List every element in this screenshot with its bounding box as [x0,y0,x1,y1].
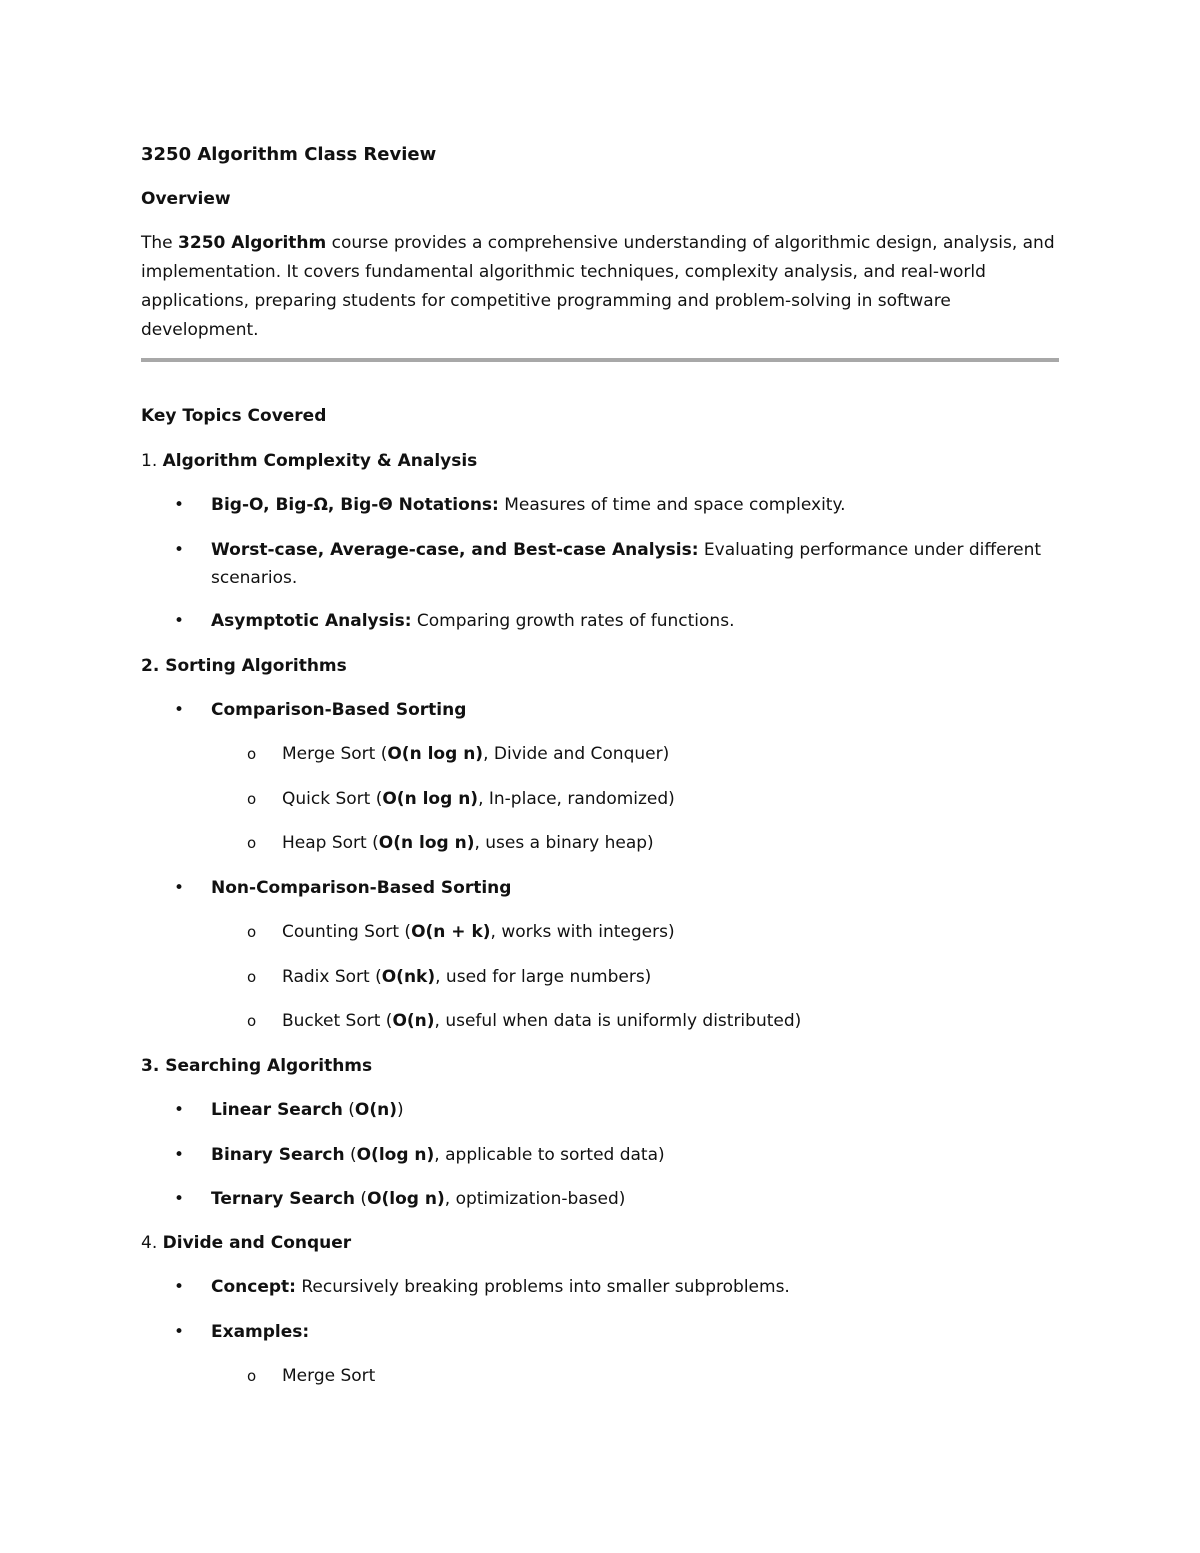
item-label: Concept: [211,1277,296,1297]
sub-item-text: , useful when data is uniformly distributed) [434,1011,802,1031]
overview-line2: implementation. It covers fundamental algorithmic techniques, complexity analysis, and real-world [141,262,986,282]
item-complexity: O(log n) [356,1145,435,1165]
sub-item-complexity: O(nk) [381,967,436,987]
list-item-continuation: scenarios. [211,568,298,588]
sub-item-complexity: O(n log n) [382,789,479,809]
item-label: Asymptotic Analysis: [211,611,412,631]
course-name: 3250 Algorithm [178,233,327,253]
sub-item-text: Radix Sort ( [282,967,382,987]
sub-list-item [282,741,669,767]
item-text: ) [397,1100,404,1120]
overview-paragraph [141,229,1061,345]
section-title: Algorithm Complexity & Analysis [162,451,478,471]
sub-item-text: Heap Sort ( [282,833,379,853]
sub-item-text: , uses a binary heap) [474,833,654,853]
section-title: Divide and Conquer [162,1233,352,1253]
group-label: Comparison-Based Sorting [211,700,467,720]
item-text: Recursively breaking problems into smaller subproblems. [295,1277,790,1297]
overview-line4: development. [141,320,259,340]
item-text: , applicable to sorted data) [434,1145,665,1165]
section-heading-searching: 3. Searching Algorithms [141,1056,373,1076]
bullet-icon: • [174,1145,185,1165]
item-text: , optimization-based) [444,1189,626,1209]
list-item [211,1186,625,1212]
group-label: Non-Comparison-Based Sorting [211,878,512,898]
sub-item-text: Merge Sort ( [282,744,388,764]
overview-line3: applications, preparing students for competitive programming and problem-solving in software [141,291,951,311]
section-heading-complexity [141,448,477,474]
sub-item-text: , works with integers) [490,922,675,942]
bullet-icon: • [174,1277,185,1297]
sub-item-text: , used for large numbers) [435,967,652,987]
item-text: Evaluating performance under different [698,540,1042,560]
sub-bullet-icon: o [247,1012,257,1030]
item-text: Comparing growth rates of functions. [411,611,735,631]
sub-item-text: Quick Sort ( [282,789,383,809]
list-item [211,537,1041,563]
item-text: Measures of time and space complexity. [498,495,846,515]
sub-bullet-icon: o [247,790,257,808]
list-item [211,1274,790,1300]
sub-item-complexity: O(n log n) [387,744,484,764]
sub-list-item [282,830,654,856]
item-label: Worst-case, Average-case, and Best-case Analysis: [211,540,699,560]
sub-item-complexity: O(n log n) [378,833,475,853]
sub-item-text: Counting Sort ( [282,922,412,942]
sub-item-text: , Divide and Conquer) [483,744,670,764]
item-label: Linear Search [211,1100,343,1120]
overview-line1: course provides a comprehensive understanding of algorithmic design, analysis, and [326,233,1055,253]
bullet-icon: • [174,1322,185,1342]
bullet-icon: • [174,540,185,560]
doc-title: 3250 Algorithm Class Review [141,144,437,165]
section-number: 1. [141,451,163,471]
sub-list-item [282,786,675,812]
bullet-icon: • [174,878,185,898]
bullet-icon: • [174,1189,185,1209]
item-complexity: O(log n) [367,1189,445,1209]
item-label: Examples: [211,1322,310,1342]
sub-list-item [282,1008,801,1034]
key-topics-heading: Key Topics Covered [141,406,327,426]
sub-bullet-icon: o [247,1367,257,1385]
sub-bullet-icon: o [247,923,257,941]
bullet-icon: • [174,700,185,720]
section-heading-divide-conquer [141,1230,351,1256]
item-text: ( [344,1145,357,1165]
sub-list-item [282,919,675,945]
sub-list-item: Merge Sort [282,1366,376,1386]
overview-heading: Overview [141,189,231,209]
bullet-icon: • [174,611,185,631]
item-label: Binary Search [211,1145,345,1165]
bullet-icon: • [174,495,185,515]
sub-bullet-icon: o [247,968,257,986]
sub-item-text: , In-place, randomized) [478,789,675,809]
sub-list-item [282,964,651,990]
bullet-icon: • [174,1100,185,1120]
item-complexity: O(n) [354,1100,398,1120]
sub-bullet-icon: o [247,834,257,852]
list-item [211,1142,665,1168]
item-label: Ternary Search [211,1189,356,1209]
list-item [211,492,846,518]
list-item [211,1097,404,1123]
item-label: Big-O, Big-Ω, Big-Θ Notations: [211,495,499,515]
item-text: ( [355,1189,368,1209]
horizontal-rule [141,358,1059,362]
sub-item-text: Bucket Sort ( [282,1011,393,1031]
section-number: 4. [141,1233,163,1253]
item-text: ( [342,1100,355,1120]
sub-item-complexity: O(n) [392,1011,435,1031]
section-heading-sorting: 2. Sorting Algorithms [141,656,347,676]
sub-bullet-icon: o [247,745,257,763]
list-item [211,1319,309,1345]
list-item [211,608,734,634]
overview-intro: The [141,233,179,253]
sub-item-complexity: O(n + k) [411,922,491,942]
